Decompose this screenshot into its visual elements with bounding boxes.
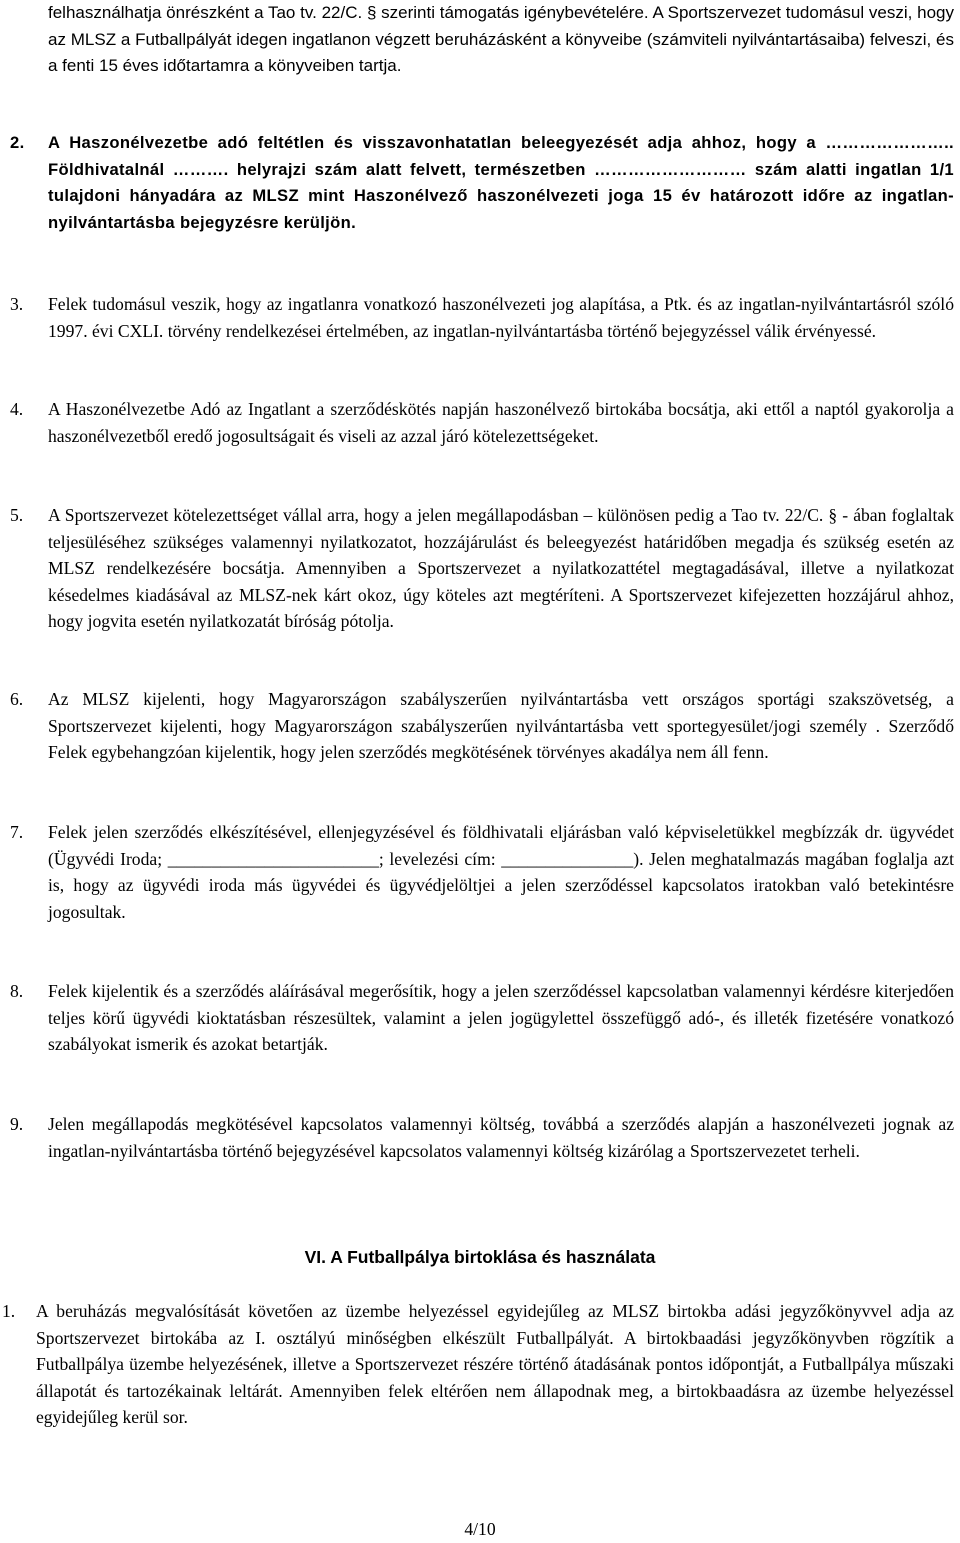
section-number: 9.: [10, 1114, 24, 1134]
section-text: A beruházás megvalósítását követően az üzembe helyezéssel egyidejűleg az MLSZ birtokba adási jegyzőkönyvvel adja az Sportszervezet birtokába az I. osztályú minőségben elkészült Futballpályát. A birtokbaadási jegyzőkönyvben rögzítik a Futballpálya üzembe helyezésének, illetve a Sportszervezet részére történő átadásának pontos időpontját, a Futballpálya műszaki állapotát és tartozékainak leltárát. Amennyiben felek eltérően nem állapodnak meg, a birtokbaadásra az üzembe helyezéssel egyidejűleg kerül sor.: [36, 1301, 954, 1428]
intro-paragraph: felhasználhatja önrészként a Tao tv. 22/C. § szerinti támogatás igénybevételére. A Sportszervezet tudomásul veszi, hogy az MLSZ a Futballpályát idegen ingatlanon végzett beruházásként a könyveibe (számviteli nyilvántartásaiba) felveszi, és a fenti 15 éves időtartamra a könyveiben tartja.: [48, 3, 954, 76]
section-text: Felek kijelentik és a szerződés aláírásával megerősítik, hogy a jelen szerződéssel kapcsolatban valamennyi kérdésre kiterjedően teljes körű ügyvédi kioktatásban részesültek, valamint a jelen jogügylettel összefüggő adó-, és illeték fizetésére vonatkozó szabályokat ismerik és azokat betartják.: [48, 981, 954, 1055]
chapter-heading: VI. A Futballpálya birtoklása és használata: [304, 1247, 656, 1267]
section-text: [48, 819, 954, 925]
section-number: 1.: [2, 1301, 16, 1321]
section-number: 5.: [10, 505, 24, 525]
section-number: 3.: [10, 294, 24, 314]
section-text: Jelen megállapodás megkötésével kapcsolatos valamennyi költség, továbbá a szerződés alapján a haszonélvezeti jognak az ingatlan-nyilvántartásba történő bejegyzésével kapcsolatos valamennyi költség kizárólag a Sportszervezetet terheli.: [48, 1114, 954, 1161]
section-text: Felek tudomásul veszik, hogy az ingatlanra vonatkozó haszonélvezeti jog alapítása, a Ptk. és az ingatlan-nyilvántartásról szóló 1997. évi CXLI. törvény rendelkezései értelmében, az ingatlan-nyilvántartásba történő bejegyzéssel válik érvényessé.: [48, 294, 954, 341]
section-text-middle: ; levelezési cím:: [378, 848, 496, 869]
blank-field-short: _______________: [501, 848, 634, 869]
section-text-after: ). Jelen meghatalmazás magában foglalja azt is, hogy az ügyvédi iroda más ügyvédei és ügyvédjelöltjei a jelen szerződéssel kapcsolatos iratokban való betekintésre jogosultak.: [48, 848, 954, 922]
section-text: A Sportszervezet kötelezettséget vállal arra, hogy a jelen megállapodásban – különösen pedig a Tao tv. 22/C. § - ában foglaltak teljesüléséhez szükséges valamennyi nyilatkozatot, hozzájárulást és beleegyezést határidőben megadja és szükség esetén az MLSZ rendelkezésére bocsátja. Amennyiben a Sportszervezet a nyilatkozattétel megtagadásával, illetve a nyilatkozat késedelmes kiadásával az MLSZ-nek kárt okoz, úgy köteles azt megtéríteni. A Sportszervezet kifejezetten hozzájárul ahhoz, hogy jogvita esetén nyilatkozatát bíróság pótolja.: [48, 505, 954, 632]
section-text: Az MLSZ kijelenti, hogy Magyarországon szabályszerűen nyilvántartásba vett országos sportági szakszövetség, a Sportszervezet kijelenti, hogy Magyarországon szabályszerűen nyilvántartásba vett sportegyesület/jogi személy . Szerződő Felek egybehangzóan kijelentik, hogy jelen szerződés megkötésének törvényes akadálya nem áll fenn.: [48, 689, 954, 763]
page-number: 4/10: [464, 1519, 496, 1539]
section-number: 6.: [10, 689, 24, 709]
section-number: 4.: [10, 399, 24, 419]
section-text: A Haszonélvezetbe Adó az Ingatlant a szerződéskötés napján haszonélvező birtokába bocsátja, aki ettől a naptól gyakorolja a haszonélvezetből eredő jogosultságait és viseli az azzal járó kötelezettségeket.: [48, 399, 954, 446]
section-text-before: Felek jelen szerződés elkészítésével, ellenjegyzésével és földhivatali eljárásban való képviseletükkel megbízzák dr. ügyvédet (Ügyvédi Iroda;: [48, 822, 954, 869]
section-text: A Haszonélvezetbe adó feltétlen és visszavonhatatlan beleegyezését adja ahhoz, hogy a ………………….. Földhivatalnál ………. helyrajzi szám alatt felvett, természetben ……………………… szám alatti ingatlan 1/1 tulajdoni hányadára az MLSZ mint Haszonélvező haszonélvezeti joga 15 év határozott időre az ingatlan-nyilvántartásba bejegyzésre kerüljön.: [48, 133, 954, 232]
section-number: 8.: [10, 981, 24, 1001]
section-number: 7.: [10, 822, 24, 842]
blank-field-long: ________________________: [167, 848, 379, 869]
section-number: 2.: [10, 133, 25, 152]
